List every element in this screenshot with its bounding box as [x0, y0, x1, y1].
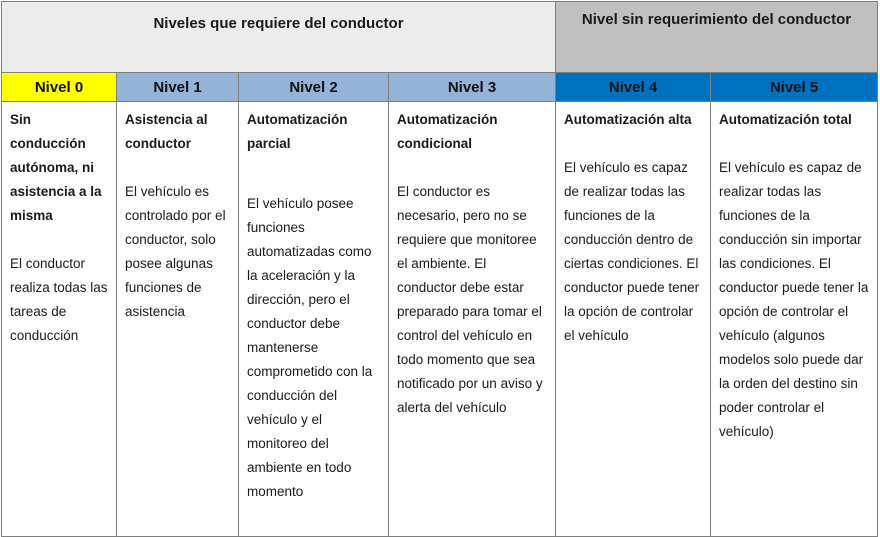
level-2-header: Nivel 2 [239, 73, 389, 102]
level-3-header: Nivel 3 [389, 73, 556, 102]
automation-levels-table [1, 1, 878, 537]
group-header-requires-driver: Niveles que requiere del conductor [2, 2, 556, 73]
level-5-description: El vehículo es capaz de realizar todas las funciones de la conducción sin importar las condiciones. El conductor puede tener la opción de controlar el vehículo (algunos modelos solo puede dar la orden del destino sin poder controlar el vehículo) [719, 160, 869, 439]
spacer [10, 228, 110, 252]
level-2-cell [239, 102, 389, 537]
level-3-cell [389, 102, 556, 537]
level-3-description: El conductor es necesario, pero no se requiere que monitoree el ambiente. El conductor debe estar preparado para tomar el control del vehículo en todo momento que sea notificado por un aviso y alerta del vehículo [397, 184, 543, 415]
spacer [564, 132, 704, 156]
group-header-no-driver-requirement: Nivel sin requerimiento del conductor [556, 2, 878, 73]
level-0-title: Sin conducción autónoma, ni asistencia a la misma [10, 112, 102, 223]
level-1-cell [117, 102, 239, 537]
level-0-description: El conductor realiza todas las tareas de conducción [10, 256, 108, 343]
level-0-cell [2, 102, 117, 537]
level-5-header: Nivel 5 [711, 73, 878, 102]
level-4-title: Automatización alta [564, 112, 692, 127]
spacer [247, 156, 382, 192]
spacer [719, 132, 871, 156]
level-5-title: Automatización total [719, 112, 852, 127]
level-2-title: Automatización parcial [247, 112, 348, 151]
level-5-cell [711, 102, 878, 537]
level-3-title: Automatización condicional [397, 112, 498, 151]
level-1-header: Nivel 1 [117, 73, 239, 102]
level-1-title: Asistencia al conductor [125, 112, 208, 151]
level-header-row [2, 73, 878, 102]
level-body-row [2, 102, 878, 537]
level-4-cell [556, 102, 711, 537]
group-header-row [2, 2, 878, 73]
level-1-description: El vehículo es controlado por el conductor, solo posee algunas funciones de asistencia [125, 184, 226, 319]
level-0-header: Nivel 0 [2, 73, 117, 102]
spacer [397, 156, 549, 180]
level-4-description: El vehículo es capaz de realizar todas las funciones de la conducción dentro de ciertas condiciones. El conductor puede tener la opción de controlar el vehículo [564, 160, 700, 343]
level-2-description: El vehículo posee funciones automatizadas como la aceleración y la dirección, pero el conductor debe mantenerse comprometido con la conducción del vehículo y el monitoreo del ambiente en todo momento [247, 196, 373, 499]
spacer [125, 156, 232, 180]
level-4-header: Nivel 4 [556, 73, 711, 102]
